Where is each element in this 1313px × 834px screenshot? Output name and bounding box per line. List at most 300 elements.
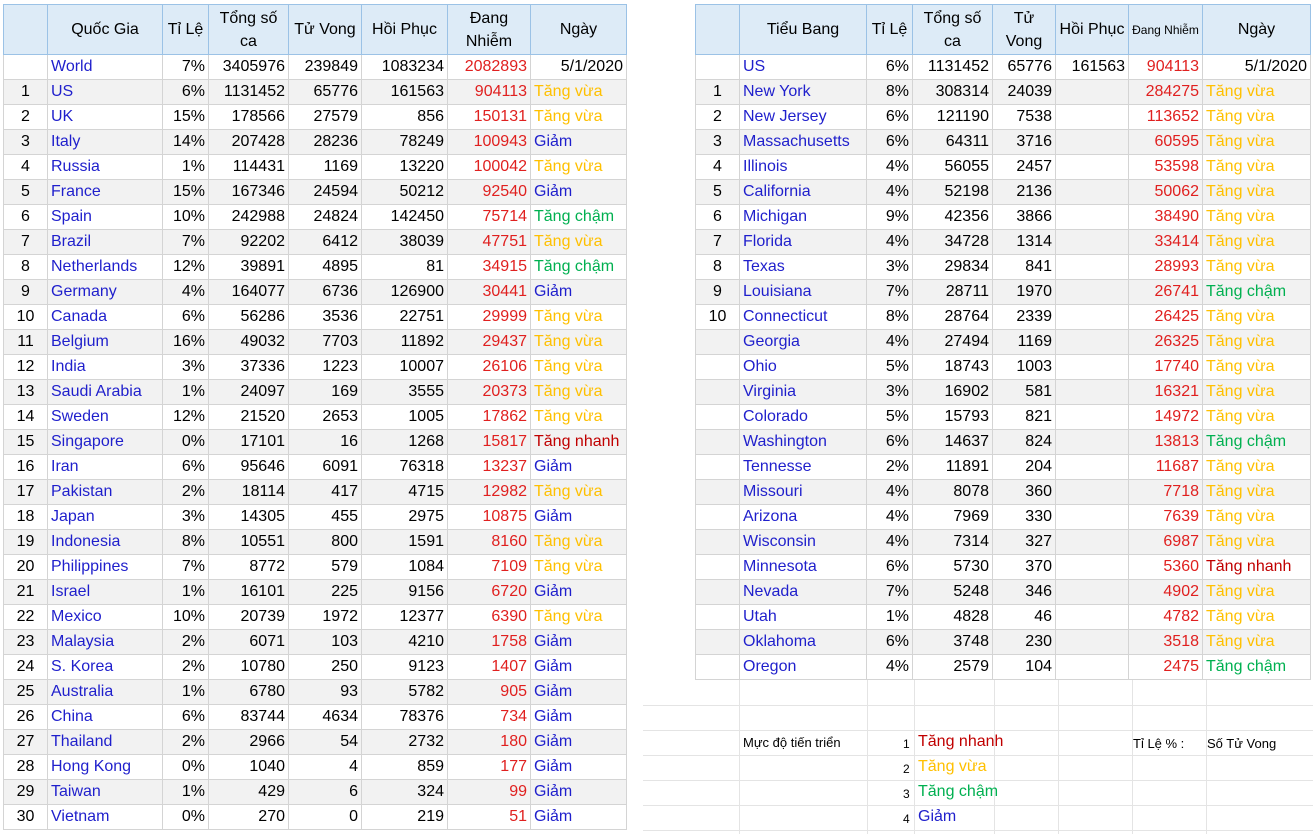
- status-cell[interactable]: Tăng vừa: [531, 380, 627, 405]
- state-name[interactable]: California: [740, 180, 867, 205]
- header-active[interactable]: Đang Nhiễm: [448, 5, 531, 55]
- active-cell[interactable]: 11687: [1129, 455, 1203, 480]
- deaths-cell[interactable]: 1003: [993, 355, 1056, 380]
- status-cell[interactable]: Tăng vừa: [1203, 230, 1311, 255]
- rate-cell[interactable]: 2%: [867, 455, 913, 480]
- rank-cell[interactable]: 23: [4, 630, 48, 655]
- rank-cell[interactable]: [696, 555, 740, 580]
- deaths-cell[interactable]: 46: [993, 605, 1056, 630]
- deaths-cell[interactable]: 24039: [993, 80, 1056, 105]
- rate-cell[interactable]: 14%: [163, 130, 209, 155]
- header-rank[interactable]: [4, 5, 48, 55]
- rank-cell[interactable]: 2: [696, 105, 740, 130]
- header-active[interactable]: Đang Nhiễm: [1129, 5, 1203, 55]
- recovered-cell[interactable]: [1056, 655, 1129, 680]
- total-cell[interactable]: 121190: [913, 105, 993, 130]
- rate-cell[interactable]: 1%: [867, 605, 913, 630]
- country-name[interactable]: Hong Kong: [48, 755, 163, 780]
- rank-cell[interactable]: 29: [4, 780, 48, 805]
- total-cell[interactable]: 20739: [209, 605, 289, 630]
- rate-cell[interactable]: 9%: [867, 205, 913, 230]
- recovered-cell[interactable]: [1056, 255, 1129, 280]
- recovered-cell[interactable]: 1084: [362, 555, 448, 580]
- deaths-cell[interactable]: 54: [289, 730, 362, 755]
- rate-cell[interactable]: 10%: [163, 605, 209, 630]
- deaths-cell[interactable]: 841: [993, 255, 1056, 280]
- recovered-cell[interactable]: 859: [362, 755, 448, 780]
- active-cell[interactable]: 53598: [1129, 155, 1203, 180]
- rank-cell[interactable]: 19: [4, 530, 48, 555]
- rate-cell[interactable]: 4%: [867, 505, 913, 530]
- rank-cell[interactable]: 11: [4, 330, 48, 355]
- active-cell[interactable]: 6390: [448, 605, 531, 630]
- country-name[interactable]: Pakistan: [48, 480, 163, 505]
- status-cell[interactable]: Tăng vừa: [1203, 205, 1311, 230]
- total-cell[interactable]: 7314: [913, 530, 993, 555]
- rate-cell[interactable]: 6%: [867, 555, 913, 580]
- active-cell[interactable]: 1407: [448, 655, 531, 680]
- state-name[interactable]: US: [740, 55, 867, 80]
- rate-cell[interactable]: 6%: [163, 455, 209, 480]
- active-cell[interactable]: 7109: [448, 555, 531, 580]
- state-name[interactable]: Washington: [740, 430, 867, 455]
- state-name[interactable]: Illinois: [740, 155, 867, 180]
- total-cell[interactable]: 6071: [209, 630, 289, 655]
- status-cell[interactable]: Tăng vừa: [1203, 505, 1311, 530]
- deaths-cell[interactable]: 4: [289, 755, 362, 780]
- rate-cell[interactable]: 0%: [163, 805, 209, 830]
- deaths-cell[interactable]: 28236: [289, 130, 362, 155]
- rank-cell[interactable]: 1: [4, 80, 48, 105]
- active-cell[interactable]: 60595: [1129, 130, 1203, 155]
- status-cell[interactable]: Tăng vừa: [1203, 130, 1311, 155]
- deaths-cell[interactable]: 27579: [289, 105, 362, 130]
- rank-cell[interactable]: 17: [4, 480, 48, 505]
- recovered-cell[interactable]: 1591: [362, 530, 448, 555]
- rank-cell[interactable]: 8: [696, 255, 740, 280]
- rank-cell[interactable]: 25: [4, 680, 48, 705]
- recovered-cell[interactable]: 2975: [362, 505, 448, 530]
- country-name[interactable]: Iran: [48, 455, 163, 480]
- country-name[interactable]: World: [48, 55, 163, 80]
- recovered-cell[interactable]: [1056, 305, 1129, 330]
- total-cell[interactable]: 42356: [913, 205, 993, 230]
- state-name[interactable]: Connecticut: [740, 305, 867, 330]
- total-cell[interactable]: 16902: [913, 380, 993, 405]
- rank-cell[interactable]: 18: [4, 505, 48, 530]
- deaths-cell[interactable]: 104: [993, 655, 1056, 680]
- status-cell[interactable]: Giảm: [531, 580, 627, 605]
- state-name[interactable]: Wisconsin: [740, 530, 867, 555]
- total-cell[interactable]: 1040: [209, 755, 289, 780]
- rank-cell[interactable]: 21: [4, 580, 48, 605]
- state-name[interactable]: New Jersey: [740, 105, 867, 130]
- deaths-cell[interactable]: 1314: [993, 230, 1056, 255]
- country-name[interactable]: US: [48, 80, 163, 105]
- active-cell[interactable]: 150131: [448, 105, 531, 130]
- state-name[interactable]: Massachusetts: [740, 130, 867, 155]
- country-name[interactable]: Canada: [48, 305, 163, 330]
- total-cell[interactable]: 270: [209, 805, 289, 830]
- rate-cell[interactable]: 15%: [163, 180, 209, 205]
- header-recovered[interactable]: Hồi Phục: [1056, 5, 1129, 55]
- rank-cell[interactable]: 20: [4, 555, 48, 580]
- rate-cell[interactable]: 5%: [867, 405, 913, 430]
- rank-cell[interactable]: [696, 455, 740, 480]
- state-name[interactable]: Tennesse: [740, 455, 867, 480]
- active-cell[interactable]: 1758: [448, 630, 531, 655]
- rate-cell[interactable]: 6%: [163, 80, 209, 105]
- total-cell[interactable]: 6780: [209, 680, 289, 705]
- recovered-cell[interactable]: 2732: [362, 730, 448, 755]
- rank-cell[interactable]: [696, 55, 740, 80]
- deaths-cell[interactable]: 1169: [993, 330, 1056, 355]
- rank-cell[interactable]: [696, 605, 740, 630]
- deaths-cell[interactable]: 824: [993, 430, 1056, 455]
- total-cell[interactable]: 114431: [209, 155, 289, 180]
- state-name[interactable]: Oklahoma: [740, 630, 867, 655]
- status-cell[interactable]: Tăng vừa: [1203, 380, 1311, 405]
- total-cell[interactable]: 178566: [209, 105, 289, 130]
- active-cell[interactable]: 8160: [448, 530, 531, 555]
- status-cell[interactable]: Giảm: [531, 280, 627, 305]
- total-cell[interactable]: 21520: [209, 405, 289, 430]
- country-name[interactable]: Italy: [48, 130, 163, 155]
- country-name[interactable]: Japan: [48, 505, 163, 530]
- rank-cell[interactable]: 5: [4, 180, 48, 205]
- rank-cell[interactable]: [696, 630, 740, 655]
- rate-cell[interactable]: 1%: [163, 780, 209, 805]
- country-name[interactable]: UK: [48, 105, 163, 130]
- active-cell[interactable]: 180: [448, 730, 531, 755]
- active-cell[interactable]: 177: [448, 755, 531, 780]
- rank-cell[interactable]: [696, 480, 740, 505]
- recovered-cell[interactable]: 78376: [362, 705, 448, 730]
- active-cell[interactable]: 113652: [1129, 105, 1203, 130]
- deaths-cell[interactable]: 6091: [289, 455, 362, 480]
- rank-cell[interactable]: [696, 380, 740, 405]
- recovered-cell[interactable]: [1056, 430, 1129, 455]
- rank-cell[interactable]: [696, 505, 740, 530]
- rank-cell[interactable]: 9: [696, 280, 740, 305]
- rank-cell[interactable]: [696, 405, 740, 430]
- active-cell[interactable]: 4782: [1129, 605, 1203, 630]
- rank-cell[interactable]: 1: [696, 80, 740, 105]
- active-cell[interactable]: 12982: [448, 480, 531, 505]
- rate-cell[interactable]: 7%: [163, 555, 209, 580]
- status-cell[interactable]: Tăng chậm: [531, 255, 627, 280]
- rank-cell[interactable]: 28: [4, 755, 48, 780]
- recovered-cell[interactable]: [1056, 155, 1129, 180]
- header-state[interactable]: Tiểu Bang: [740, 5, 867, 55]
- country-name[interactable]: Malaysia: [48, 630, 163, 655]
- rate-cell[interactable]: 0%: [163, 755, 209, 780]
- recovered-cell[interactable]: [1056, 405, 1129, 430]
- recovered-cell[interactable]: [1056, 380, 1129, 405]
- total-cell[interactable]: 8078: [913, 480, 993, 505]
- active-cell[interactable]: 92540: [448, 180, 531, 205]
- active-cell[interactable]: 3518: [1129, 630, 1203, 655]
- deaths-cell[interactable]: 346: [993, 580, 1056, 605]
- status-cell[interactable]: Giảm: [531, 755, 627, 780]
- rate-cell[interactable]: 6%: [163, 305, 209, 330]
- status-cell[interactable]: Tăng vừa: [531, 330, 627, 355]
- rank-cell[interactable]: [696, 430, 740, 455]
- status-cell[interactable]: Giảm: [531, 705, 627, 730]
- recovered-cell[interactable]: [1056, 505, 1129, 530]
- rate-cell[interactable]: 3%: [867, 255, 913, 280]
- date-cell[interactable]: 5/1/2020: [531, 55, 627, 80]
- total-cell[interactable]: 242988: [209, 205, 289, 230]
- status-cell[interactable]: Tăng chậm: [1203, 280, 1311, 305]
- rate-cell[interactable]: 8%: [163, 530, 209, 555]
- deaths-cell[interactable]: 169: [289, 380, 362, 405]
- recovered-cell[interactable]: 38039: [362, 230, 448, 255]
- total-cell[interactable]: 37336: [209, 355, 289, 380]
- deaths-cell[interactable]: 327: [993, 530, 1056, 555]
- total-cell[interactable]: 34728: [913, 230, 993, 255]
- rank-cell[interactable]: 16: [4, 455, 48, 480]
- deaths-cell[interactable]: 2136: [993, 180, 1056, 205]
- rate-cell[interactable]: 3%: [163, 355, 209, 380]
- rate-cell[interactable]: 4%: [867, 480, 913, 505]
- total-cell[interactable]: 27494: [913, 330, 993, 355]
- total-cell[interactable]: 95646: [209, 455, 289, 480]
- rate-cell[interactable]: 7%: [163, 230, 209, 255]
- rank-cell[interactable]: 9: [4, 280, 48, 305]
- country-name[interactable]: Taiwan: [48, 780, 163, 805]
- state-name[interactable]: Colorado: [740, 405, 867, 430]
- rate-cell[interactable]: 4%: [867, 655, 913, 680]
- active-cell[interactable]: 47751: [448, 230, 531, 255]
- rate-cell[interactable]: 2%: [163, 730, 209, 755]
- active-cell[interactable]: 17862: [448, 405, 531, 430]
- status-cell[interactable]: Tăng vừa: [1203, 255, 1311, 280]
- header-deaths[interactable]: Tử Vong: [289, 5, 362, 55]
- status-cell[interactable]: Tăng nhanh: [1203, 555, 1311, 580]
- rate-cell[interactable]: 12%: [163, 255, 209, 280]
- recovered-cell[interactable]: [1056, 530, 1129, 555]
- rate-cell[interactable]: 2%: [163, 480, 209, 505]
- total-cell[interactable]: 18743: [913, 355, 993, 380]
- total-cell[interactable]: 28711: [913, 280, 993, 305]
- recovered-cell[interactable]: [1056, 605, 1129, 630]
- rank-cell[interactable]: 22: [4, 605, 48, 630]
- status-cell[interactable]: Giảm: [531, 805, 627, 830]
- rate-cell[interactable]: 2%: [163, 630, 209, 655]
- total-cell[interactable]: 92202: [209, 230, 289, 255]
- active-cell[interactable]: 34915: [448, 255, 531, 280]
- active-cell[interactable]: 28993: [1129, 255, 1203, 280]
- rank-cell[interactable]: 10: [4, 305, 48, 330]
- deaths-cell[interactable]: 65776: [289, 80, 362, 105]
- recovered-cell[interactable]: [1056, 80, 1129, 105]
- total-cell[interactable]: 14637: [913, 430, 993, 455]
- total-cell[interactable]: 18114: [209, 480, 289, 505]
- active-cell[interactable]: 20373: [448, 380, 531, 405]
- deaths-cell[interactable]: 24594: [289, 180, 362, 205]
- active-cell[interactable]: 26106: [448, 355, 531, 380]
- header-deaths[interactable]: Tử Vong: [993, 5, 1056, 55]
- rate-cell[interactable]: 0%: [163, 430, 209, 455]
- status-cell[interactable]: Giảm: [531, 780, 627, 805]
- recovered-cell[interactable]: [1056, 580, 1129, 605]
- deaths-cell[interactable]: 4895: [289, 255, 362, 280]
- recovered-cell[interactable]: [1056, 455, 1129, 480]
- active-cell[interactable]: 13237: [448, 455, 531, 480]
- recovered-cell[interactable]: 219: [362, 805, 448, 830]
- recovered-cell[interactable]: [1056, 180, 1129, 205]
- recovered-cell[interactable]: 856: [362, 105, 448, 130]
- state-name[interactable]: Oregon: [740, 655, 867, 680]
- total-cell[interactable]: 7969: [913, 505, 993, 530]
- rank-cell[interactable]: 24: [4, 655, 48, 680]
- active-cell[interactable]: 2082893: [448, 55, 531, 80]
- country-name[interactable]: Belgium: [48, 330, 163, 355]
- rate-cell[interactable]: 6%: [163, 705, 209, 730]
- status-cell[interactable]: Tăng vừa: [1203, 630, 1311, 655]
- recovered-cell[interactable]: [1056, 630, 1129, 655]
- total-cell[interactable]: 83744: [209, 705, 289, 730]
- rank-cell[interactable]: 10: [696, 305, 740, 330]
- active-cell[interactable]: 30441: [448, 280, 531, 305]
- status-cell[interactable]: Tăng vừa: [531, 480, 627, 505]
- status-cell[interactable]: Tăng vừa: [1203, 580, 1311, 605]
- deaths-cell[interactable]: 579: [289, 555, 362, 580]
- deaths-cell[interactable]: 455: [289, 505, 362, 530]
- rank-cell[interactable]: 12: [4, 355, 48, 380]
- state-name[interactable]: Virginia: [740, 380, 867, 405]
- status-cell[interactable]: Tăng vừa: [531, 605, 627, 630]
- active-cell[interactable]: 7639: [1129, 505, 1203, 530]
- recovered-cell[interactable]: [1056, 280, 1129, 305]
- total-cell[interactable]: 429: [209, 780, 289, 805]
- total-cell[interactable]: 52198: [913, 180, 993, 205]
- status-cell[interactable]: Tăng vừa: [531, 530, 627, 555]
- rank-cell[interactable]: [696, 580, 740, 605]
- rate-cell[interactable]: 1%: [163, 380, 209, 405]
- recovered-cell[interactable]: 5782: [362, 680, 448, 705]
- rate-cell[interactable]: 4%: [867, 180, 913, 205]
- total-cell[interactable]: 1131452: [913, 55, 993, 80]
- rank-cell[interactable]: 3: [696, 130, 740, 155]
- status-cell[interactable]: Tăng vừa: [1203, 155, 1311, 180]
- total-cell[interactable]: 24097: [209, 380, 289, 405]
- recovered-cell[interactable]: [1056, 330, 1129, 355]
- recovered-cell[interactable]: 76318: [362, 455, 448, 480]
- rank-cell[interactable]: [696, 530, 740, 555]
- header-rank[interactable]: [696, 5, 740, 55]
- rate-cell[interactable]: 15%: [163, 105, 209, 130]
- deaths-cell[interactable]: 1972: [289, 605, 362, 630]
- total-cell[interactable]: 207428: [209, 130, 289, 155]
- header-total[interactable]: Tổng số ca: [913, 5, 993, 55]
- rate-cell[interactable]: 7%: [163, 55, 209, 80]
- recovered-cell[interactable]: [1056, 555, 1129, 580]
- deaths-cell[interactable]: 3536: [289, 305, 362, 330]
- rate-cell[interactable]: 6%: [867, 105, 913, 130]
- status-cell[interactable]: Tăng chậm: [1203, 655, 1311, 680]
- active-cell[interactable]: 17740: [1129, 355, 1203, 380]
- country-name[interactable]: Singapore: [48, 430, 163, 455]
- deaths-cell[interactable]: 1970: [993, 280, 1056, 305]
- active-cell[interactable]: 33414: [1129, 230, 1203, 255]
- total-cell[interactable]: 5730: [913, 555, 993, 580]
- state-name[interactable]: Arizona: [740, 505, 867, 530]
- active-cell[interactable]: 5360: [1129, 555, 1203, 580]
- rate-cell[interactable]: 6%: [867, 630, 913, 655]
- recovered-cell[interactable]: [1056, 230, 1129, 255]
- rate-cell[interactable]: 4%: [867, 155, 913, 180]
- rank-cell[interactable]: [696, 355, 740, 380]
- total-cell[interactable]: 8772: [209, 555, 289, 580]
- country-name[interactable]: Australia: [48, 680, 163, 705]
- active-cell[interactable]: 51: [448, 805, 531, 830]
- rank-cell[interactable]: 27: [4, 730, 48, 755]
- status-cell[interactable]: Giảm: [531, 455, 627, 480]
- recovered-cell[interactable]: [1056, 355, 1129, 380]
- total-cell[interactable]: 15793: [913, 405, 993, 430]
- total-cell[interactable]: 2966: [209, 730, 289, 755]
- country-name[interactable]: Spain: [48, 205, 163, 230]
- status-cell[interactable]: Giảm: [531, 730, 627, 755]
- deaths-cell[interactable]: 6412: [289, 230, 362, 255]
- status-cell[interactable]: Tăng chậm: [1203, 430, 1311, 455]
- total-cell[interactable]: 5248: [913, 580, 993, 605]
- recovered-cell[interactable]: 11892: [362, 330, 448, 355]
- status-cell[interactable]: Tăng vừa: [531, 80, 627, 105]
- active-cell[interactable]: 904113: [1129, 55, 1203, 80]
- rank-cell[interactable]: [696, 330, 740, 355]
- rank-cell[interactable]: 15: [4, 430, 48, 455]
- status-cell[interactable]: Tăng chậm: [531, 205, 627, 230]
- rank-cell[interactable]: [696, 655, 740, 680]
- rate-cell[interactable]: 3%: [867, 380, 913, 405]
- deaths-cell[interactable]: 1169: [289, 155, 362, 180]
- active-cell[interactable]: 26425: [1129, 305, 1203, 330]
- state-name[interactable]: Florida: [740, 230, 867, 255]
- header-date[interactable]: Ngày: [1203, 5, 1311, 55]
- rank-cell[interactable]: 7: [4, 230, 48, 255]
- deaths-cell[interactable]: 93: [289, 680, 362, 705]
- rank-cell[interactable]: 14: [4, 405, 48, 430]
- deaths-cell[interactable]: 24824: [289, 205, 362, 230]
- deaths-cell[interactable]: 2653: [289, 405, 362, 430]
- recovered-cell[interactable]: 324: [362, 780, 448, 805]
- active-cell[interactable]: 6720: [448, 580, 531, 605]
- country-name[interactable]: Russia: [48, 155, 163, 180]
- header-total[interactable]: Tổng số ca: [209, 5, 289, 55]
- recovered-cell[interactable]: [1056, 130, 1129, 155]
- status-cell[interactable]: Tăng vừa: [1203, 355, 1311, 380]
- rate-cell[interactable]: 4%: [163, 280, 209, 305]
- rate-cell[interactable]: 6%: [867, 55, 913, 80]
- deaths-cell[interactable]: 65776: [993, 55, 1056, 80]
- active-cell[interactable]: 14972: [1129, 405, 1203, 430]
- rank-cell[interactable]: 6: [696, 205, 740, 230]
- deaths-cell[interactable]: 1223: [289, 355, 362, 380]
- status-cell[interactable]: Giảm: [531, 630, 627, 655]
- rate-cell[interactable]: 1%: [163, 155, 209, 180]
- active-cell[interactable]: 734: [448, 705, 531, 730]
- recovered-cell[interactable]: [1056, 105, 1129, 130]
- total-cell[interactable]: 39891: [209, 255, 289, 280]
- state-name[interactable]: Missouri: [740, 480, 867, 505]
- status-cell[interactable]: Tăng vừa: [531, 155, 627, 180]
- rate-cell[interactable]: 8%: [867, 305, 913, 330]
- status-cell[interactable]: Giảm: [531, 180, 627, 205]
- total-cell[interactable]: 14305: [209, 505, 289, 530]
